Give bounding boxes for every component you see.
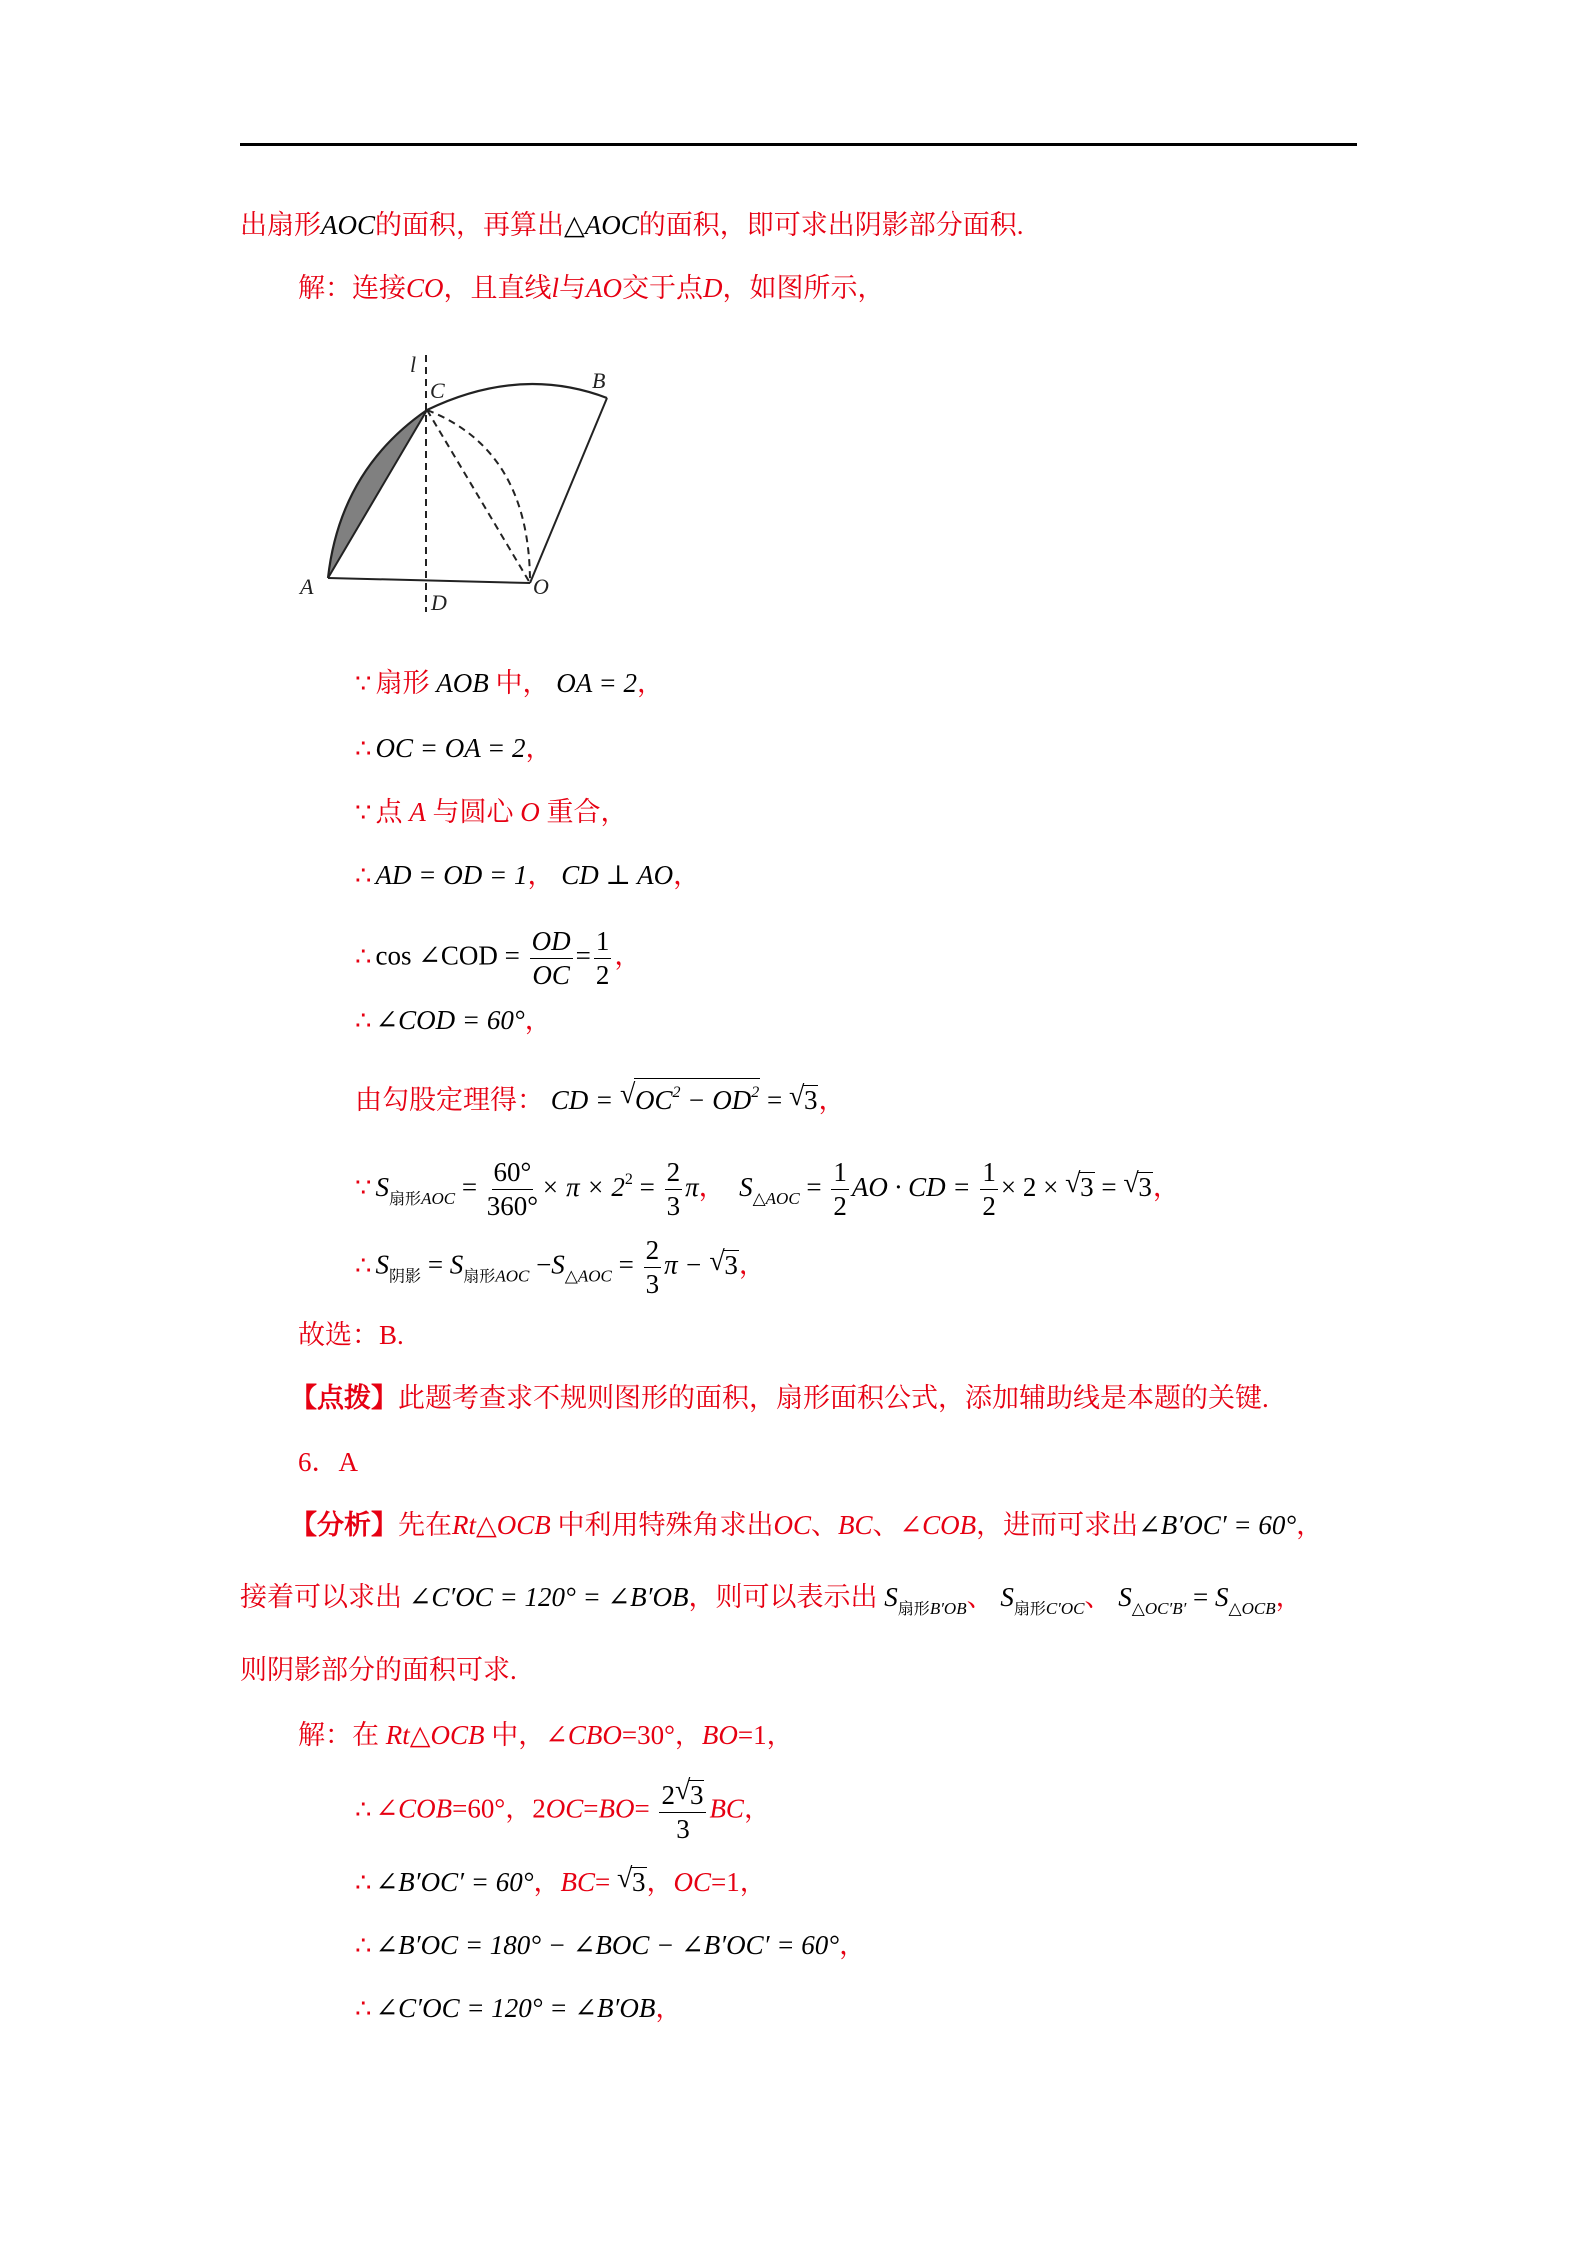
denominator: 3 [666, 1191, 681, 1222]
fraction-od-oc [530, 928, 573, 989]
fraction-1-2 [831, 1159, 849, 1220]
header-rule [240, 143, 1357, 146]
math: ∠CBO [545, 1720, 622, 1750]
subscript: C′OC [1045, 1599, 1085, 1618]
therefore-symbol: ∴ [355, 734, 372, 763]
text: 中， [495, 668, 550, 698]
equals: = [461, 1172, 478, 1202]
math: S [551, 1249, 565, 1280]
radical-icon: √ [674, 1775, 691, 1806]
comma: ， [1152, 1172, 1180, 1202]
analysis-line-2 [240, 1577, 1303, 1617]
radical-icon: √ [617, 1863, 633, 1894]
math: OC [634, 1085, 673, 1115]
subscript: B′OB [929, 1599, 967, 1618]
sqrt-3 [1123, 1160, 1153, 1214]
math: π [685, 1172, 699, 1202]
math: S [1118, 1582, 1132, 1612]
equals: = [1193, 1582, 1209, 1612]
tip-line [290, 1378, 1269, 1418]
math: ∠COB [375, 1793, 453, 1824]
text: 扇形 [375, 668, 430, 698]
comma: ， [839, 1930, 867, 1960]
sector-diagram [296, 340, 616, 620]
text: 点 [375, 797, 403, 827]
math: ∠COB [899, 1510, 977, 1540]
comma: ， [1275, 1582, 1303, 1612]
sqrt-3 [709, 1238, 739, 1292]
equals: = [639, 1172, 655, 1202]
solution-line-3 [355, 1862, 767, 1902]
text: 的面积，再算出 [375, 210, 564, 240]
math: Rt△OCB [452, 1510, 551, 1540]
tip-label: 【点拨】 [290, 1383, 398, 1413]
solution-line-2 [355, 1775, 771, 1844]
analysis-line-3 [240, 1650, 517, 1690]
equals: = [618, 1249, 634, 1280]
math: D [703, 273, 723, 303]
math: ∠B′OC′ = 60° [1138, 1510, 1297, 1540]
numerator: 60° [492, 1159, 534, 1190]
text: 中利用特殊角求出 [557, 1510, 774, 1540]
math: CD ⊥ AO [561, 860, 674, 890]
text: 解：在 [298, 1720, 379, 1750]
text: = [595, 1867, 611, 1897]
radical-icon: √ [788, 1081, 805, 1112]
math: OC [673, 1867, 712, 1897]
comma: ， [524, 1005, 552, 1035]
text: 与 [559, 273, 587, 303]
exponent: 2 [751, 1084, 760, 1101]
question-6-answer [298, 1442, 358, 1482]
equals: = [806, 1172, 822, 1202]
comma: ， [646, 1867, 674, 1897]
comma: ， [655, 1993, 683, 2023]
intro-line [240, 205, 1024, 245]
numerator: 2 [661, 1780, 675, 1810]
comma: ， [533, 1867, 561, 1897]
fraction-2-3 [665, 1159, 683, 1220]
text: ，且直线 [443, 273, 552, 303]
subscript: 阴影 [389, 1268, 422, 1286]
radical-icon: √ [1123, 1168, 1139, 1199]
math: S [375, 1249, 390, 1280]
fraction-1-2 [980, 1159, 998, 1220]
math: CD = [550, 1085, 614, 1115]
numerator: OD [530, 928, 573, 959]
math: Rt△OCB [385, 1720, 485, 1750]
fraction-one-half [594, 928, 612, 989]
sqrt-3 [674, 1775, 705, 1810]
text: 、 [811, 1510, 839, 1540]
solution-line-4 [355, 1925, 866, 1965]
exponent: 2 [624, 1171, 633, 1188]
text: 交于点 [622, 273, 704, 303]
text: 先在 [398, 1510, 452, 1540]
step-4 [355, 855, 700, 895]
subscript: 扇形 [389, 1191, 422, 1208]
therefore-symbol: ∴ [355, 1994, 372, 2023]
math: × π × 2 [541, 1172, 625, 1202]
math: − OD [680, 1085, 752, 1115]
comma: ， [698, 1172, 726, 1202]
comma: ， [743, 1793, 771, 1824]
text: 中， [491, 1720, 546, 1750]
math: OA = 2 [556, 668, 638, 698]
subscript: AOC [421, 1189, 456, 1208]
label-c: C [430, 378, 445, 403]
math: A [409, 797, 426, 827]
comma: ， [525, 733, 553, 763]
denominator: 3 [676, 1814, 690, 1844]
text: 的面积，即可求出阴影部分面积. [638, 210, 1024, 240]
text: 接着可以求出 [240, 1582, 402, 1612]
label-b: B [592, 368, 606, 393]
minus: − [536, 1249, 552, 1280]
comma: ， [818, 1085, 846, 1115]
sqrt-3 [789, 1080, 819, 1120]
numerator: 1 [980, 1159, 998, 1190]
comma: ， [637, 668, 665, 698]
math: △AOC [564, 210, 639, 240]
comma: ， [614, 940, 642, 971]
math: S [1215, 1582, 1229, 1612]
subscript: △OC′B′ [1131, 1599, 1187, 1618]
math: π − [664, 1249, 703, 1280]
text: 、 [872, 1510, 900, 1540]
analysis-label: 【分析】 [290, 1510, 398, 1540]
label-l: l [410, 352, 417, 377]
therefore-symbol: ∴ [355, 1250, 372, 1280]
comma: ， [1296, 1510, 1324, 1540]
fraction-60-360 [487, 1159, 538, 1220]
fraction-2sqrt3-3 [659, 1775, 706, 1844]
numerator: 2 [665, 1159, 683, 1190]
denominator: 360° [486, 1191, 539, 1222]
math: CO [406, 273, 444, 303]
math: AO [586, 273, 623, 303]
text: 则阴影部分的面积可求. [240, 1655, 517, 1685]
step-2 [355, 728, 553, 768]
radicand: 3 [724, 1249, 738, 1280]
comma: ， [738, 1249, 766, 1280]
math: S [884, 1582, 898, 1612]
sqrt-expression [620, 1078, 760, 1120]
step-5 [355, 926, 642, 990]
math: OC [773, 1510, 812, 1540]
radical-icon: √ [1065, 1168, 1081, 1199]
label-o: O [533, 574, 549, 599]
radical-icon: √ [709, 1245, 725, 1277]
math: BC [560, 1867, 596, 1897]
text: 此题考查求不规则图形的面积，扇形面积公式，添加辅助线是本题的关键. [398, 1383, 1269, 1413]
because-symbol: ∵ [355, 1173, 372, 1202]
text: 解：连接 [298, 273, 406, 303]
denominator: 2 [595, 960, 610, 990]
solution-line-5 [355, 1988, 682, 2028]
comma: ， [673, 860, 701, 890]
because-symbol: ∵ [355, 669, 372, 698]
step-8 [355, 1153, 1180, 1222]
text: =1， [737, 1720, 794, 1750]
therefore-symbol: ∴ [355, 1931, 372, 1960]
step-1 [355, 663, 664, 703]
solution-line-1 [298, 1715, 794, 1755]
subscript: 扇形 [897, 1601, 930, 1618]
math: BC [838, 1510, 873, 1540]
subscript: △AOC [564, 1266, 612, 1286]
text: 与圆心 [432, 797, 514, 827]
therefore-symbol: ∴ [355, 861, 372, 890]
solution-intro-line [298, 268, 885, 308]
analysis-line-1 [290, 1505, 1323, 1545]
separator: 、 [1084, 1582, 1112, 1612]
subscript: 扇形 [463, 1268, 496, 1286]
step-3 [355, 792, 628, 832]
math: ∠COD = 60° [375, 1005, 525, 1035]
math: OC = OA = 2 [375, 733, 526, 763]
text: 故选：B. [298, 1320, 404, 1350]
math: BC [709, 1793, 744, 1824]
equals: = [427, 1249, 444, 1280]
text: = [634, 1793, 650, 1824]
therefore-symbol: ∴ [355, 1794, 372, 1824]
math: AO · CD = [851, 1172, 971, 1202]
radicand: 3 [803, 1085, 818, 1115]
exponent: 2 [672, 1084, 681, 1101]
denominator: 2 [982, 1191, 996, 1222]
text: ，如图所示， [722, 273, 885, 303]
math: AD = OD = 1 [375, 860, 528, 890]
denominator: OC [532, 960, 570, 990]
radical-icon: √ [619, 1079, 636, 1110]
radicand: 3 [1138, 1172, 1152, 1202]
text: =30°， [621, 1720, 702, 1750]
math: S [1000, 1582, 1014, 1612]
equals: = [766, 1085, 783, 1115]
step-9 [355, 1235, 766, 1299]
math: cos ∠COD = [375, 940, 520, 971]
math: ∠C′OC = 120° = ∠B′OB [408, 1582, 689, 1612]
subscript: △OCB [1228, 1599, 1276, 1618]
text: 6．A [298, 1447, 358, 1477]
math: l [551, 273, 560, 303]
separator: 、 [966, 1582, 994, 1612]
subscript: 扇形 [1013, 1601, 1046, 1618]
comma: ， [527, 860, 555, 890]
text: =60°，2 [452, 1793, 546, 1824]
numerator: 1 [594, 928, 612, 959]
math: ∠B′OC′ = 60° [375, 1867, 534, 1897]
math: O [520, 797, 540, 827]
therefore-symbol: ∴ [355, 1006, 372, 1035]
subscript: △AOC [752, 1189, 800, 1208]
subscript: AOC [495, 1266, 530, 1286]
math: AOB [436, 668, 489, 698]
math: × 2 × [1000, 1172, 1059, 1202]
text: 出扇形 [240, 210, 321, 240]
text: 由勾股定理得： [355, 1085, 544, 1115]
sqrt-3 [617, 1862, 647, 1902]
equals: = [575, 940, 591, 971]
math: OC [545, 1793, 584, 1824]
text: 重合， [546, 797, 628, 827]
because-symbol: ∵ [355, 798, 372, 827]
math: S [375, 1172, 390, 1202]
label-d: D [431, 590, 447, 615]
numerator: 1 [831, 1159, 849, 1190]
text: ，进而可求出 [976, 1510, 1139, 1540]
sqrt-3 [1065, 1160, 1095, 1214]
numerator: 2 [644, 1237, 662, 1268]
text: =1， [711, 1867, 767, 1897]
math: BO [701, 1720, 738, 1750]
denominator: 3 [645, 1269, 660, 1299]
text: = [583, 1793, 599, 1824]
answer-choice [298, 1315, 404, 1355]
step-7 [355, 1078, 845, 1118]
math: S [449, 1249, 464, 1280]
math: AOC [321, 210, 375, 240]
radicand: 3 [1080, 1172, 1094, 1202]
equals: = [1101, 1172, 1117, 1202]
therefore-symbol: ∴ [355, 941, 372, 971]
radicand: 3 [632, 1867, 646, 1897]
math: ∠C′OC = 120° = ∠B′OB [375, 1993, 656, 2023]
step-6 [355, 1000, 552, 1040]
math: S [739, 1172, 753, 1202]
math: BO [598, 1793, 635, 1824]
fraction-2-3 [644, 1237, 662, 1298]
label-a: A [300, 574, 314, 599]
math: ∠B′OC = 180° − ∠BOC − ∠B′OC′ = 60° [375, 1930, 840, 1960]
denominator: 2 [833, 1191, 847, 1222]
radicand: 3 [689, 1780, 704, 1810]
therefore-symbol: ∴ [355, 1868, 372, 1897]
text: ，则可以表示出 [688, 1582, 878, 1612]
